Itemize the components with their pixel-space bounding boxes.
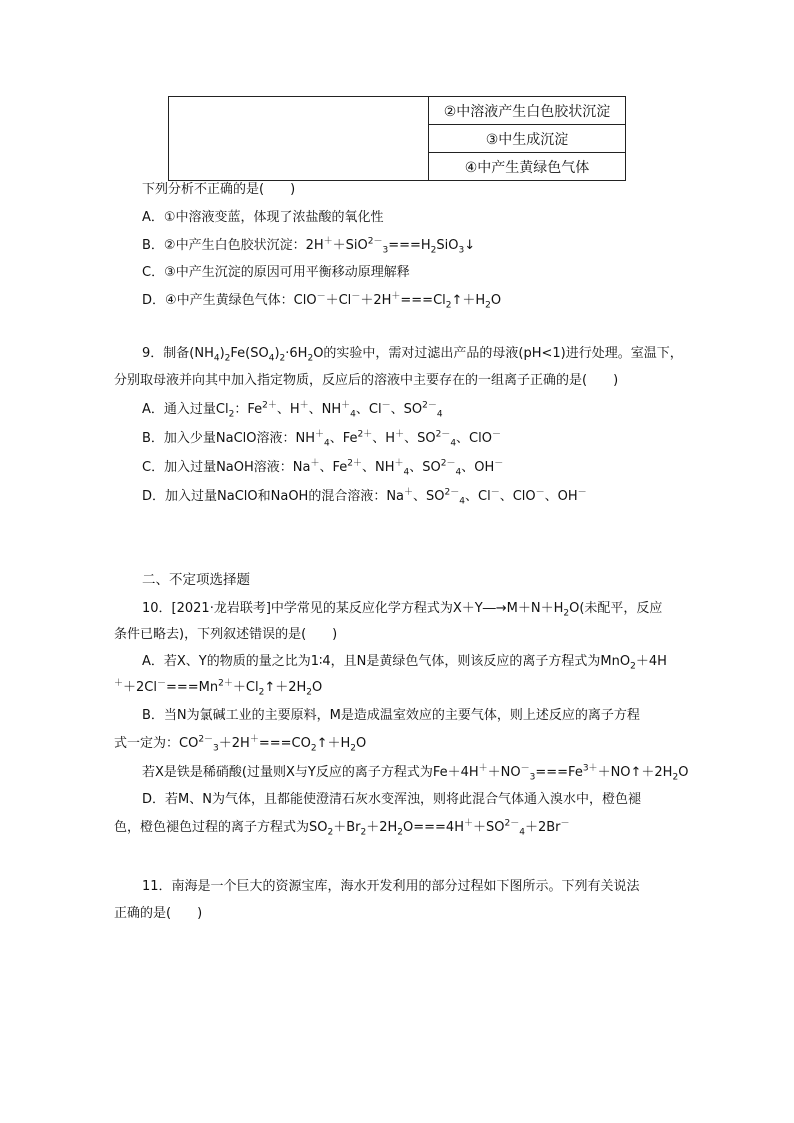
q10-option-c: 若X是铁是稀硝酸(过量则X与Y反应的离子方程式为$Fe+4H^++NO^-_3===Fe^{3+}+NO↑+2H_2O$ xyxy=(142,763,689,783)
q10-option-b-line2: 式一定为：$CO^{2-}_3+2H^+===CO_2↑+H_2O$ xyxy=(114,734,367,754)
q10-stem-line2: 条件已略去)，下列叙述错误的是( ) xyxy=(114,627,338,642)
q8-option-a: A．①中溶液变蓝，体现了浓盐酸的氧化性 xyxy=(142,210,384,225)
q10-stem-line1: 10．[2021·龙岩联考]中学常见的某反应化学方程式为$X+Y―\to M+N+H_2O$(未配平，反应 xyxy=(142,601,663,619)
q9-stem-line1: 9．制备$(NH_4)_2Fe(SO_4)_2\cdot 6H_2O$的实验中，需对过滤出产品的母液(pH<1)进行处理。室温下， xyxy=(142,346,683,364)
q10-option-a-line2: $^++2Cl^-===Mn^{2+}+Cl_2↑+2H_2O$ xyxy=(114,678,323,698)
q10-option-d-line1: D．若M、N为气体，且都能使澄清石灰水变浑浊，则将此混合气体通入溴水中，橙色褪 xyxy=(142,792,641,807)
section-heading: 二、不定项选择题 xyxy=(142,572,250,588)
q9-option-a: A．通入过量$Cl_2$：$Fe^{2+}$、H＋、$NH^+_4$、Cl－、$SO^{2-}_4$ xyxy=(142,400,443,420)
q10-option-d-line2: 色，橙色褪色过程的离子方程式为$SO_2+Br_2+2H_2O===4H^++SO^{2-}_4+2Br^-$ xyxy=(114,818,570,838)
q10-option-a-line1: A．若X、Y的物质的量之比为1∶4，且N是黄绿色气体，则该反应的离子方程式为MnO$_2$＋4H xyxy=(142,654,667,672)
table-blank-cell xyxy=(169,97,429,181)
q10-option-b-line1: B．当N为氯碱工业的主要原料，M是造成温室效应的主要气体，则上述反应的离子方程 xyxy=(142,708,640,723)
q11-stem-line1: 11．南海是一个巨大的资源宝库，海水开发利用的部分过程如下图所示。下列有关说法 xyxy=(142,879,640,894)
table-row: ②中溶液产生白色胶状沉淀 xyxy=(429,97,626,125)
q8-stem: 下列分析不正确的是( ) xyxy=(142,182,296,197)
q8-option-b: B．②中产生白色胶状沉淀：$2H^++SiO^{2-}_3===H_2SiO_3↓$ xyxy=(142,236,476,256)
table-row: ③中生成沉淀 xyxy=(429,125,626,153)
q8-option-d: D．④中产生黄绿色气体：$ClO^-+Cl^-+2H^+===Cl_2↑+H_2O$ xyxy=(142,291,502,311)
q11-stem-line2: 正确的是( ) xyxy=(114,906,203,921)
q9-stem-line2: 分别取母液并向其中加入指定物质，反应后的溶液中主要存在的一组离子正确的是( ) xyxy=(114,373,619,388)
q9-option-c: C．加入过量NaOH溶液：Na＋、$Fe^{2+}$、$NH^+_4$、$SO^{2-}_4$、OH－ xyxy=(142,458,504,478)
q9-option-b: B．加入少量NaClO溶液：$NH^+_4$、$Fe^{2+}$、H＋、$SO^{2-}_4$、ClO－ xyxy=(142,429,501,449)
q8-option-c: C．③中产生沉淀的原因可用平衡移动原理解释 xyxy=(142,265,410,280)
experiment-table xyxy=(168,96,626,181)
q9-option-d: D．加入过量NaClO和NaOH的混合溶液：Na＋、$SO^{2-}_4$、Cl－、ClO－、OH－ xyxy=(142,487,587,507)
table-row: ④中产生黄绿色气体 xyxy=(429,153,626,181)
